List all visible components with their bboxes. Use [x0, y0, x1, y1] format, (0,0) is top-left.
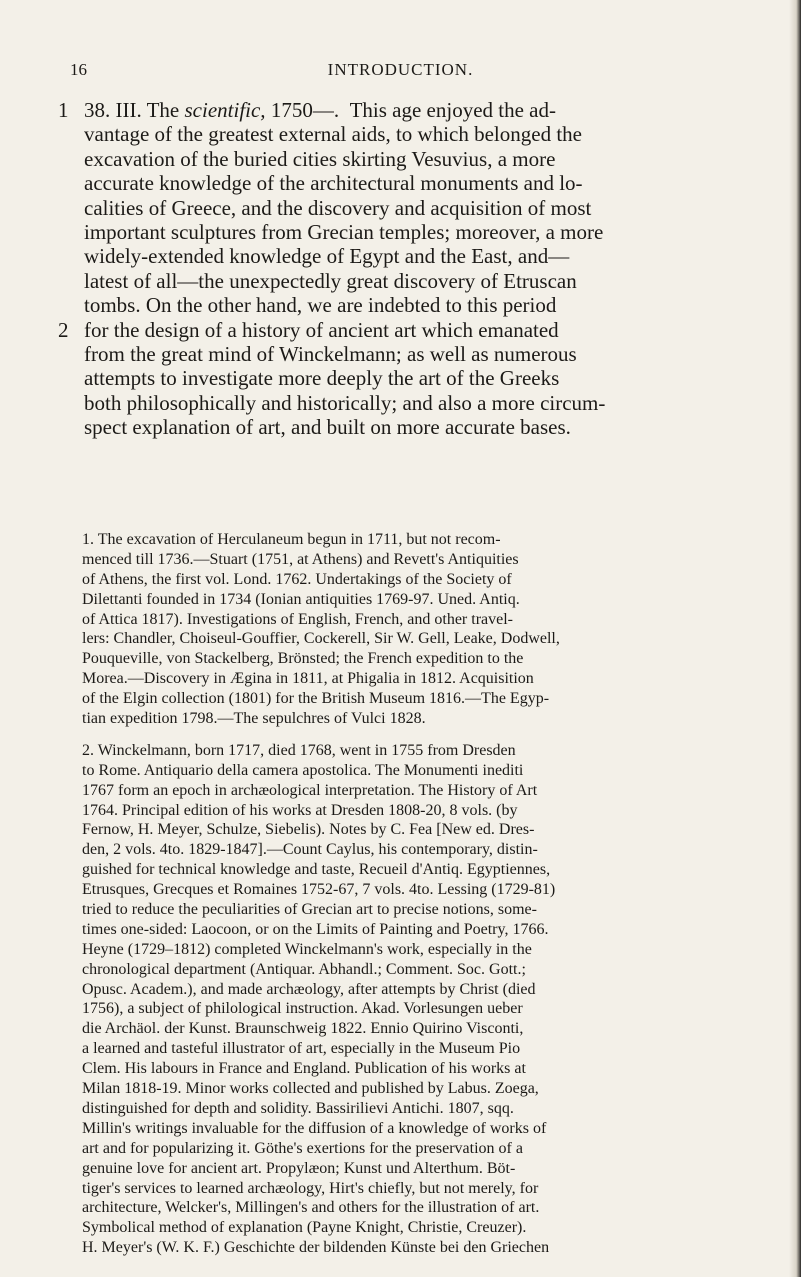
footnote-line: tried to reduce the peculiarities of Grecian art to precise notions, some-: [82, 901, 537, 919]
footnote-line: chronological department (Antiquar. Abhandl.; Comment. Soc. Gott.;: [82, 960, 526, 978]
footnote-2: [82, 741, 722, 1258]
footnote-line: Dilettanti founded in 1734 (Ionian antiquities 1769-97. Uned. Antiq.: [82, 590, 520, 608]
paragraph-line: calities of Greece, and the discovery and acquisition of most: [84, 195, 592, 220]
footnote-line: 1. The excavation of Herculaneum begun in 1711, but not recom-: [82, 531, 501, 548]
footnote-line: guished for technical knowledge and taste, Recueil d'Antiq. Egyptiennes,: [82, 861, 551, 879]
paragraph-line: excavation of the buried cities skirting Vesuvius, a more: [84, 146, 556, 171]
section-38-paragraph: [84, 98, 724, 439]
footnote-line: Millin's writings invaluable for the diffusion of a knowledge of works of: [82, 1119, 547, 1137]
footnote-line: a learned and tasteful illustrator of art, especially in the Museum Pio: [82, 1040, 521, 1058]
paragraph-line: important sculptures from Grecian temples; moreover, a more: [84, 219, 604, 244]
paragraph-line: 38. III. The scientific, 1750—. This age enjoyed the ad-: [84, 98, 556, 122]
footnote-line: architecture, Welcker's, Millingen's and others for the illustration of art.: [82, 1199, 540, 1217]
paragraph-line: widely-extended knowledge of Egypt and the East, and—: [84, 244, 570, 269]
footnote-line: den, 2 vols. 4to. 1829-1847].—Count Caylus, his contemporary, distin-: [82, 841, 538, 859]
footnote-line: menced till 1736.—Stuart (1751, at Athens) and Revett's Antiquities: [82, 550, 519, 568]
paragraph-line: accurate knowledge of the architectural monuments and lo-: [84, 171, 583, 196]
margin-number-1: 1: [58, 98, 69, 122]
footnote-line: 1764. Principal edition of his works at Dresden 1808-20, 8 vols. (by: [82, 801, 518, 819]
footnote-line: die Archäol. der Kunst. Braunschweig 1822. Ennio Quirino Visconti,: [82, 1020, 524, 1038]
footnote-line: of the Elgin collection (1801) for the British Museum 1816.—The Egyp-: [82, 690, 550, 708]
paragraph-line: for the design of a history of ancient art which emanated: [84, 317, 559, 342]
footnote-line: times one-sided: Laocoon, or on the Limits of Painting and Poetry, 1766.: [82, 920, 549, 938]
footnote-line: of Attica 1817). Investigations of English, French, and other travel-: [82, 610, 514, 628]
paragraph-line: vantage of the greatest external aids, to which belonged the: [84, 122, 582, 147]
footnotes: [82, 530, 722, 1270]
footnote-line: genuine love for ancient art. Propylæon; Kunst und Alterthum. Böt-: [82, 1159, 516, 1177]
paragraph-line: latest of all—the unexpectedly great discovery of Etruscan: [84, 268, 577, 293]
footnote-line: to Rome. Antiquario della camera apostolica. The Monumenti inediti: [82, 761, 524, 779]
footnote-line: Morea.—Discovery in Ægina in 1811, at Phigalia in 1812. Acquisition: [82, 670, 534, 688]
footnote-line: 1756), a subject of philological instruction. Akad. Vorlesungen ueber: [82, 1000, 523, 1018]
footnote-line: Symbolical method of explanation (Payne Knight, Christie, Creuzer).: [82, 1219, 527, 1237]
footnote-line: Pouqueville, von Stackelberg, Brönsted; the French expedition to the: [82, 650, 524, 668]
footnote-line: lers: Chandler, Choiseul-Gouffier, Cockerell, Sir W. Gell, Leake, Dodwell,: [82, 630, 560, 648]
footnote-line: H. Meyer's (W. K. F.) Geschichte der bildenden Künste bei den Griechen: [82, 1239, 550, 1257]
page-number: 16: [70, 60, 87, 79]
footnote-line: Etrusques, Grecques et Romaines 1752-67, 7 vols. 4to. Lessing (1729-81): [82, 881, 556, 899]
footnote-line: Milan 1818-19. Minor works collected and published by Labus. Zoega,: [82, 1080, 539, 1098]
footnote-line: Heyne (1729–1812) completed Winckelmann's work, especially in the: [82, 940, 532, 958]
page-header: [0, 60, 801, 90]
footnote-line: art and for popularizing it. Göthe's exertions for the preservation of a: [82, 1139, 523, 1157]
footnote-line: of Athens, the first vol. Lond. 1762. Undertakings of the Society of: [82, 570, 512, 588]
footnote-line: 2. Winckelmann, born 1717, died 1768, went in 1755 from Dresden: [82, 741, 516, 759]
paragraph-line: tombs. On the other hand, we are indebted to this period: [84, 293, 557, 318]
section-year: 1750—.: [265, 98, 340, 122]
page-edge: [789, 0, 801, 1277]
paragraph-line: attempts to investigate more deeply the art of the Greeks: [84, 366, 560, 391]
footnote-line: distinguished for depth and solidity. Bassirilievi Antichi. 1807, sqq.: [82, 1099, 514, 1117]
footnote-line: Opusc. Academ.), and made archæology, after attempts by Christ (died: [82, 980, 536, 998]
footnote-line: 1767 form an epoch in archæological interpretation. The History of Art: [82, 781, 538, 799]
footnote-line: tian expedition 1798.—The sepulchres of Vulci 1828.: [82, 710, 426, 728]
footnote-line: Fernow, H. Meyer, Schulze, Siebelis). Notes by C. Fea [New ed. Dres-: [82, 821, 535, 839]
section-italic: scientific,: [184, 98, 266, 122]
section-number: 38. III. The: [84, 98, 185, 122]
margin-number-2: 2: [58, 318, 69, 342]
footnote-line: tiger's services to learned archæology, Hirt's chiefly, but not merely, for: [82, 1179, 539, 1197]
footnote-1: [82, 530, 722, 729]
paragraph-line: spect explanation of art, and built on more accurate bases.: [84, 415, 571, 440]
running-head: INTRODUCTION.: [327, 60, 474, 79]
footnote-line: Clem. His labours in France and England. Publication of his works at: [82, 1060, 526, 1078]
paragraph-line: both philosophically and historically; and also a more circum-: [84, 390, 606, 415]
paragraph-line: from the great mind of Winckelmann; as well as numerous: [84, 341, 577, 366]
